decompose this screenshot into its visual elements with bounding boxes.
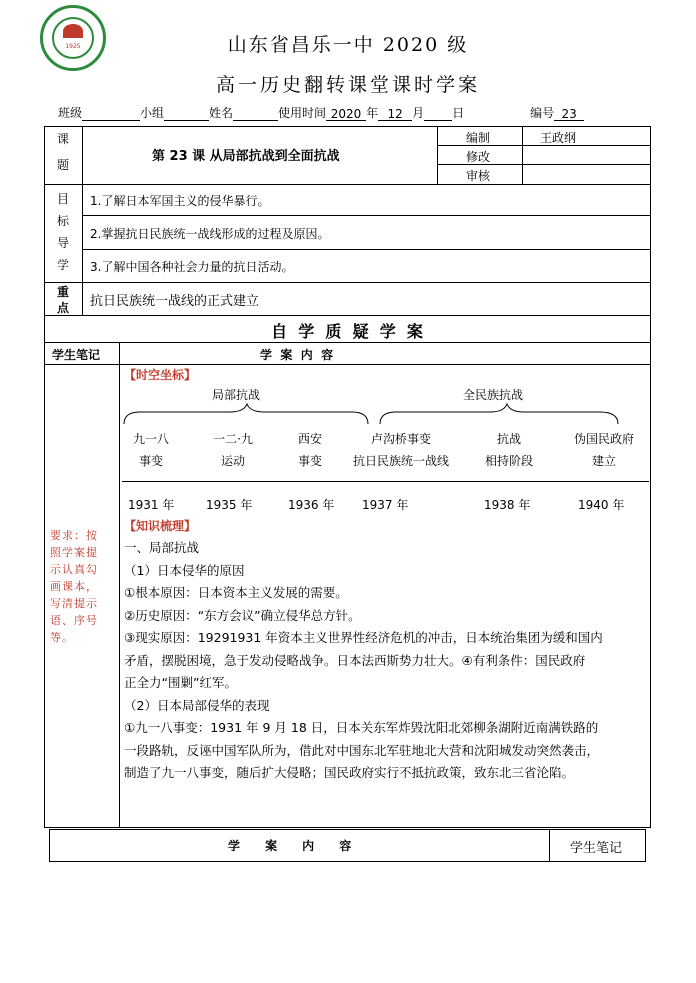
requirement-line: 等。 — [50, 631, 74, 644]
knowledge-line: ③现实原因：19291931 年资本主义世界性经济危机的冲击，日本统治集团为缓和国内 — [124, 630, 603, 645]
timeline-tag: 【时空坐标】 — [124, 368, 197, 382]
goals-label-1: 目 — [56, 192, 69, 206]
goals-bottom-line — [44, 282, 650, 283]
notes-header: 学生笔记 — [52, 348, 101, 362]
goals-label-3: 导 — [56, 236, 69, 250]
info-line — [58, 104, 584, 121]
key-bottom-line — [44, 315, 650, 316]
table-left-border — [44, 126, 45, 828]
section-title-bottom-line — [44, 342, 650, 343]
document-title: 高一历史翻转课堂课时学案 — [215, 74, 480, 96]
knowledge-line: 正全力“围剿”红军。 — [124, 675, 237, 690]
year-1937: 1937 年 — [362, 498, 409, 512]
number-label: 编号 — [530, 106, 555, 120]
day-field[interactable] — [424, 107, 452, 121]
footer-right-border — [645, 829, 646, 862]
topic-label-2: 题 — [56, 158, 69, 172]
footer-top-border — [49, 829, 646, 830]
knowledge-line: ①九一八事变：1931 年 9 月 18 日，日本关东军炸毁沈阳北郊柳条湖附近南满铁路的 — [124, 720, 599, 735]
goal-item-3: 3.了解中国各种社会力量的抗日活动。 — [90, 260, 294, 274]
footer-notes-header: 学生笔记 — [570, 841, 623, 856]
year-1936: 1936 年 — [288, 498, 335, 512]
event-3 — [286, 428, 334, 472]
section-title: 自 学 质 疑 学 案 — [271, 322, 423, 341]
editor-name: 王政纲 — [540, 131, 577, 145]
editor-divider — [522, 126, 523, 184]
event-5 — [470, 428, 548, 472]
event-2 — [199, 428, 267, 472]
label-column-divider — [82, 126, 83, 315]
event-5-sub: 相持阶段 — [484, 454, 533, 468]
goals-label-2: 标 — [56, 214, 69, 228]
name-field[interactable] — [233, 107, 278, 121]
requirement-line: 画课本， — [50, 580, 98, 593]
footer-content-header: 学 案 内 容 — [228, 839, 352, 853]
event-5-name: 抗战 — [496, 432, 521, 446]
table-top-border — [44, 126, 650, 127]
revise-label: 修改 — [466, 150, 491, 164]
class-label: 班级 — [58, 106, 83, 120]
event-1 — [124, 428, 178, 472]
knowledge-tag: 【知识梳理】 — [124, 519, 197, 533]
event-2-name: 一二·九 — [213, 432, 253, 446]
year-1940: 1940 年 — [578, 498, 625, 512]
requirement-line: 要求：按 — [50, 529, 98, 542]
lesson-title: 第 23 课 从局部抗战到全面抗战 — [152, 149, 340, 164]
year-field[interactable]: 2020 — [326, 107, 366, 121]
knowledge-line: （1）日本侵华的原因 — [124, 562, 245, 578]
group-field[interactable] — [164, 107, 209, 121]
brace-national — [380, 404, 618, 424]
number-field[interactable]: 23 — [554, 107, 584, 121]
day-unit: 日 — [452, 106, 465, 120]
goals-label-4: 学 — [56, 258, 69, 272]
event-6-name: 伪国民政府 — [573, 432, 634, 446]
knowledge-body — [124, 537, 646, 785]
editor-label: 编制 — [466, 131, 491, 145]
key-label-2: 点 — [56, 301, 69, 315]
goal-line-2 — [82, 249, 650, 250]
requirement-line: 写清提示 — [50, 597, 98, 610]
school-title: 山东省昌乐一中 2020 级 — [227, 34, 469, 56]
timeline-group-local: 局部抗战 — [212, 388, 261, 402]
table-right-border — [650, 126, 651, 828]
name-label: 姓名 — [209, 106, 234, 120]
topic-divider — [437, 126, 438, 184]
month-field[interactable]: 12 — [378, 107, 412, 121]
group-label: 小组 — [140, 106, 165, 120]
footer-left-border — [49, 829, 50, 862]
knowledge-line: 矛盾，摆脱困境，急于发动侵略战争。日本法西斯势力壮大。④有利条件：国民政府 — [124, 652, 586, 668]
knowledge-line: ②历史原因：“东方会议”确立侵华总方针。 — [124, 607, 361, 623]
knowledge-line: 一段路轨，反诬中国军队所为，借此对中国东北军驻地北大营和沈阳城发动突然袭击， — [124, 742, 600, 758]
requirement-line: 照学案提 — [50, 546, 98, 559]
key-label-1: 重 — [56, 285, 69, 299]
timeline-group-national: 全民族抗战 — [463, 388, 524, 402]
month-unit: 月 — [412, 106, 425, 120]
goal-line-1 — [82, 215, 650, 216]
timeline-braces — [120, 402, 650, 430]
knowledge-line: ①根本原因：日本资本主义发展的需要。 — [124, 585, 348, 600]
knowledge-line: 制造了九一八事变，随后扩大侵略；国民政府实行不抵抗政策，致东北三省沦陷。 — [124, 765, 575, 780]
event-4-sub: 抗日民族统一战线 — [352, 454, 449, 468]
requirement-line: 语、序号 — [50, 614, 98, 627]
event-1-name: 九一八 — [132, 432, 169, 446]
event-3-name: 西安 — [297, 432, 322, 446]
requirement-note — [50, 527, 116, 646]
timeline-axis — [122, 481, 649, 482]
event-6 — [560, 428, 648, 472]
year-unit: 年 — [366, 106, 379, 120]
class-field[interactable] — [82, 107, 140, 121]
event-4 — [341, 428, 461, 472]
key-point-text: 抗日民族统一战线的正式建立 — [90, 294, 260, 309]
year-1931: 1931 年 — [128, 498, 175, 512]
header-row-bottom-line — [44, 364, 650, 365]
event-4-name: 卢沟桥事变 — [370, 432, 431, 446]
knowledge-line: （2）日本局部侵华的表现 — [124, 697, 270, 713]
event-6-sub: 建立 — [591, 454, 616, 468]
goal-item-2: 2.掌握抗日民族统一战线形成的过程及原因。 — [90, 227, 330, 241]
logo-year: 1925 — [65, 43, 81, 50]
event-3-sub: 事变 — [297, 454, 322, 468]
table-bottom-border — [44, 827, 651, 828]
requirement-line: 示认真勾 — [50, 563, 98, 576]
footer-divider — [549, 829, 550, 862]
topic-label-1: 课 — [56, 132, 69, 146]
content-header: 学 案 内 容 — [260, 348, 334, 362]
time-label: 使用时间 — [278, 106, 327, 120]
review-label: 审核 — [466, 169, 491, 183]
event-1-sub: 事变 — [138, 454, 163, 468]
knowledge-line: 一、局部抗战 — [124, 540, 200, 555]
year-1935: 1935 年 — [206, 498, 253, 512]
brace-local — [124, 404, 368, 424]
footer-bottom-border — [49, 861, 646, 862]
topic-bottom-line — [44, 184, 650, 185]
event-2-sub: 运动 — [220, 454, 245, 468]
year-1938: 1938 年 — [484, 498, 531, 512]
goal-item-1: 1.了解日本军国主义的侵华暴行。 — [90, 194, 270, 208]
